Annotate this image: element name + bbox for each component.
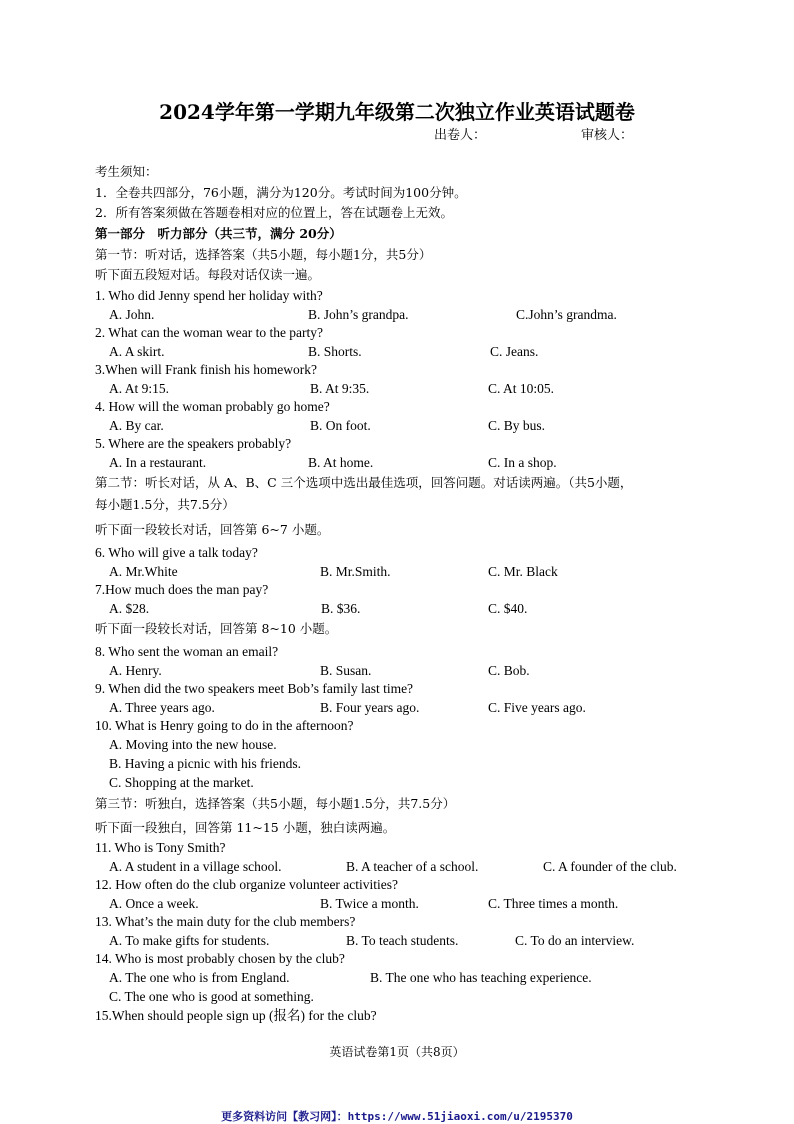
- q5-option-c: C. In a shop.: [488, 455, 557, 470]
- q12-option-c: C. Three times a month.: [488, 896, 619, 911]
- q12-option-b: B. Twice a month.: [320, 896, 419, 911]
- part1-title: 第一部分 听力部分（共三节，满分 20分）: [95, 226, 342, 241]
- section2-title-line2: 每小题1.5分，共7.5分）: [95, 497, 235, 512]
- page-title: 2024学年第一学期九年级第二次独立作业英语试题卷: [159, 100, 635, 124]
- question-11: 11. Who is Tony Smith?: [95, 840, 226, 855]
- q5-option-b: B. At home.: [308, 455, 374, 470]
- question-13: 13. What’s the main duty for the club members?: [95, 914, 356, 929]
- q4-option-c: C. By bus.: [488, 418, 546, 433]
- reviewer-label: 审核人：: [581, 128, 634, 143]
- q1-option-b: B. John’s grandpa.: [308, 307, 409, 322]
- section3-title: 第三节：听独白，选择答案（共5小题，每小题1.5分，共7.5分）: [95, 796, 456, 811]
- page-footer: 英语试卷第1页（共8页）: [329, 1045, 465, 1059]
- q14-option-c: C. The one who is good at something.: [109, 989, 314, 1004]
- question-9: 9. When did the two speakers meet Bob’s family last time?: [95, 681, 414, 696]
- question-2: 2. What can the woman wear to the party?: [95, 325, 324, 340]
- notice-item-1: 1．全卷共四部分，76小题，满分为120分。考试时间为100分钟。: [95, 185, 467, 200]
- question-6: 6. Who will give a talk today?: [95, 545, 258, 560]
- q10-option-b: B. Having a picnic with his friends.: [109, 756, 301, 771]
- q1-option-a: A. John.: [109, 307, 155, 322]
- q13-option-c: C. To do an interview.: [515, 933, 635, 948]
- question-8: 8. Who sent the woman an email?: [95, 644, 279, 659]
- q9-option-c: C. Five years ago.: [488, 700, 586, 715]
- question-14: 14. Who is most probably chosen by the club?: [95, 951, 345, 966]
- section3-instruction: 听下面一段独白，回答第 11~15 小题，独白读两遍。: [95, 820, 396, 835]
- q9-option-a: A. Three years ago.: [109, 700, 215, 715]
- q6-option-b: B. Mr.Smith.: [320, 564, 391, 579]
- section2-instruction-2: 听下面一段较长对话，回答第 8~10 小题。: [95, 621, 338, 636]
- question-1: 1. Who did Jenny spend her holiday with?: [95, 288, 323, 303]
- question-3: 3.When will Frank finish his homework?: [95, 362, 317, 377]
- q6-option-a: A. Mr.White: [109, 564, 178, 579]
- notice-heading: 考生须知：: [95, 164, 158, 179]
- q9-option-b: B. Four years ago.: [320, 700, 420, 715]
- q13-option-b: B. To teach students.: [346, 933, 459, 948]
- q8-option-c: C. Bob.: [488, 663, 530, 678]
- q8-option-a: A. Henry.: [109, 663, 162, 678]
- setter-label: 出卷人：: [434, 128, 487, 143]
- q3-option-a: A. At 9:15.: [109, 381, 170, 396]
- q6-option-c: C. Mr. Black: [488, 564, 558, 579]
- q11-option-c: C. A founder of the club.: [543, 859, 677, 874]
- q7-option-c: C. $40.: [488, 601, 528, 616]
- q11-option-b: B. A teacher of a school.: [346, 859, 479, 874]
- q10-option-a: A. Moving into the new house.: [109, 737, 277, 752]
- q13-option-a: A. To make gifts for students.: [109, 933, 270, 948]
- section1-instruction: 听下面五段短对话。每段对话仅读一遍。: [95, 267, 321, 282]
- question-15: 15.When should people sign up (报名) for the club?: [95, 1008, 377, 1023]
- q3-option-b: B. At 9:35.: [310, 381, 370, 396]
- q14-option-b: B. The one who has teaching experience.: [370, 970, 592, 985]
- q3-option-c: C. At 10:05.: [488, 381, 555, 396]
- question-10: 10. What is Henry going to do in the afternoon?: [95, 718, 354, 733]
- q2-option-c: C. Jeans.: [490, 344, 539, 359]
- q11-option-a: A. A student in a village school.: [109, 859, 282, 874]
- section2-title-line1: 第二节：听长对话，从 A、B、C 三个选项中选出最佳选项，回答问题。对话读两遍。（共5小题，: [95, 475, 633, 490]
- section2-instruction-1: 听下面一段较长对话，回答第 6~7 小题。: [95, 522, 330, 537]
- q14-option-a: A. The one who is from England.: [109, 970, 290, 985]
- question-5: 5. Where are the speakers probably?: [95, 436, 292, 451]
- question-12: 12. How often do the club organize volunteer activities?: [95, 877, 399, 892]
- q4-option-a: A. By car.: [109, 418, 164, 433]
- q1-option-c: C.John’s grandma.: [516, 307, 617, 322]
- q2-option-a: A. A skirt.: [109, 344, 165, 359]
- section1-title: 第一节：听对话，选择答案（共5小题，每小题1分，共5分）: [95, 247, 432, 262]
- notice-item-2: 2．所有答案须做在答题卷相对应的位置上，答在试题卷上无效。: [95, 205, 453, 220]
- question-4: 4. How will the woman probably go home?: [95, 399, 330, 414]
- source-link[interactable]: 更多资料访问【教习网】：https://www.51jiaoxi.com/u/2195370: [221, 1110, 573, 1123]
- q8-option-b: B. Susan.: [320, 663, 372, 678]
- q10-option-c: C. Shopping at the market.: [109, 775, 254, 790]
- q2-option-b: B. Shorts.: [308, 344, 362, 359]
- q4-option-b: B. On foot.: [310, 418, 371, 433]
- question-7: 7.How much does the man pay?: [95, 582, 269, 597]
- q12-option-a: A. Once a week.: [109, 896, 199, 911]
- q7-option-b: B. $36.: [321, 601, 361, 616]
- q5-option-a: A. In a restaurant.: [109, 455, 207, 470]
- q7-option-a: A. $28.: [109, 601, 150, 616]
